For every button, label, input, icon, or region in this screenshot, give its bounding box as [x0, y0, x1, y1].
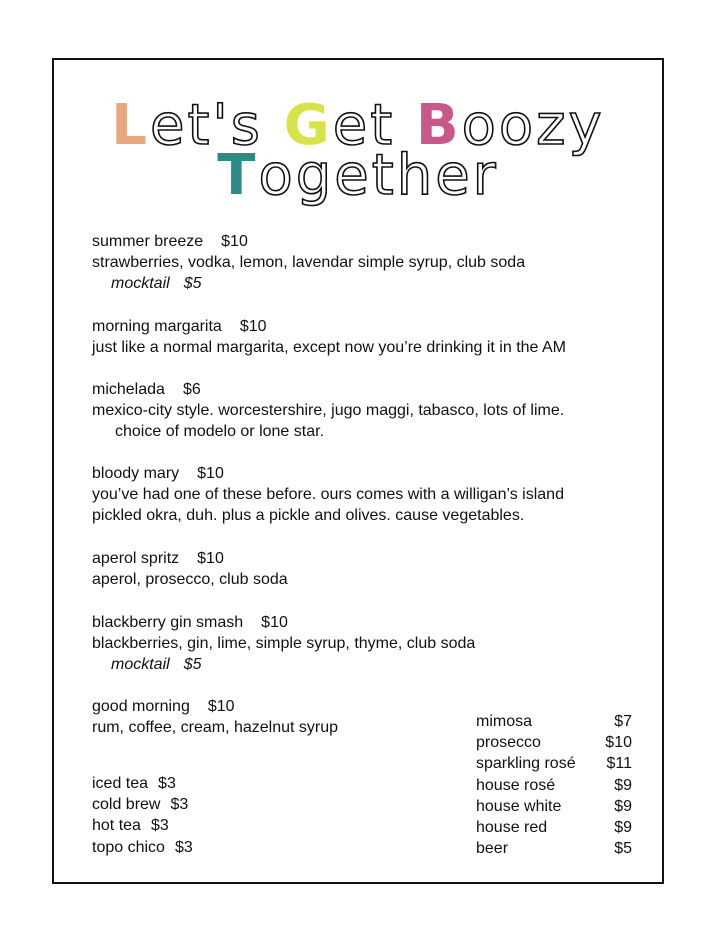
list-item: [92, 773, 193, 794]
menu-item: [92, 316, 566, 358]
item-name: aperol spritz: [92, 550, 180, 567]
item-price: $10: [197, 550, 224, 567]
mocktail-label: mocktail: [111, 656, 170, 673]
drink-price: $11: [606, 755, 632, 773]
title-letter: T: [217, 143, 259, 208]
title-text: et's: [149, 93, 284, 158]
list-item: [476, 838, 632, 859]
mocktail-label: mocktail: [111, 275, 170, 292]
drink-price: $5: [614, 840, 632, 858]
menu-item: [92, 379, 564, 442]
list-item: [92, 837, 193, 858]
drink-name: sparkling rosé: [476, 755, 576, 773]
item-description: mexico-city style. worcestershire, jugo maggi, tabasco, lots of lime.: [92, 402, 565, 419]
list-item: [476, 817, 632, 838]
list-item: [476, 732, 632, 753]
title-letter: G: [283, 93, 333, 158]
item-description: you’ve had one of these before. ours comes with a willigan’s island: [92, 486, 564, 503]
drink-name: topo chico: [92, 838, 165, 856]
item-name: blackberry gin smash: [92, 614, 244, 631]
menu-item: [92, 463, 564, 526]
drink-price: $3: [174, 838, 193, 856]
menu-item: [92, 612, 475, 675]
drink-name: house white: [476, 797, 562, 815]
item-name: summer breeze: [92, 233, 204, 250]
drink-name: hot tea: [92, 817, 141, 835]
drink-price: $3: [150, 817, 169, 835]
item-price: $10: [261, 614, 288, 631]
wine-beer-list: [476, 711, 632, 859]
menu-item: [92, 548, 288, 590]
item-price: $10: [239, 318, 267, 335]
item-description: blackberries, gin, lime, simple syrup, thyme, club soda: [92, 635, 476, 652]
mocktail-option: [92, 273, 525, 294]
drink-name: beer: [476, 840, 509, 858]
menu-frame: [52, 58, 664, 884]
title-text: et: [332, 93, 416, 158]
title-text: ogether: [258, 143, 499, 208]
item-description: just like a normal margarita, except now you’re drinking it in the AM: [92, 339, 566, 356]
item-description: rum, coffee, cream, hazelnut syrup: [92, 719, 339, 736]
item-name: morning margarita: [92, 318, 222, 335]
drink-price: $7: [614, 713, 632, 730]
item-description: strawberries, vodka, lemon, lavendar simple syrup, club soda: [92, 254, 526, 271]
nonalcoholic-list: [92, 773, 193, 858]
drink-price: $9: [614, 797, 632, 815]
drink-price: $3: [170, 796, 189, 814]
item-name: michelada: [92, 381, 165, 398]
item-description: aperol, prosecco, club soda: [92, 571, 288, 588]
title-letter: L: [111, 93, 150, 158]
item-name: good morning: [92, 698, 190, 715]
drink-price: $3: [158, 775, 176, 792]
list-item: [476, 711, 632, 732]
drink-name: mimosa: [476, 713, 533, 730]
title-text: oozy: [461, 93, 605, 158]
menu-item: [92, 231, 525, 294]
item-price: $10: [197, 465, 224, 482]
title-letter: B: [415, 93, 462, 158]
drink-name: house rosé: [476, 776, 556, 794]
mocktail-price: $5: [183, 656, 202, 673]
item-price: $6: [182, 381, 201, 398]
drink-name: prosecco: [476, 734, 541, 752]
item-description: pickled okra, duh. plus a pickle and olives. cause vegetables.: [92, 507, 525, 524]
list-item: [476, 796, 632, 817]
item-price: $10: [221, 233, 248, 250]
drink-name: house red: [476, 818, 548, 836]
menu-item: [92, 696, 338, 738]
list-item: [92, 815, 193, 836]
mocktail-price: $5: [183, 275, 202, 292]
menu-title-line-2: [54, 143, 662, 208]
drink-name: cold brew: [92, 796, 161, 814]
list-item: [92, 794, 193, 815]
drink-price: $10: [605, 734, 632, 752]
item-note: choice of modelo or lone star.: [115, 423, 325, 440]
item-price: $10: [207, 698, 235, 715]
list-item: [476, 753, 632, 774]
drink-name: iced tea: [92, 775, 149, 792]
list-item: [476, 775, 632, 796]
mocktail-option: [92, 654, 475, 675]
drink-price: $9: [614, 776, 632, 794]
drink-price: $9: [614, 818, 632, 836]
item-name: bloody mary: [92, 465, 180, 482]
